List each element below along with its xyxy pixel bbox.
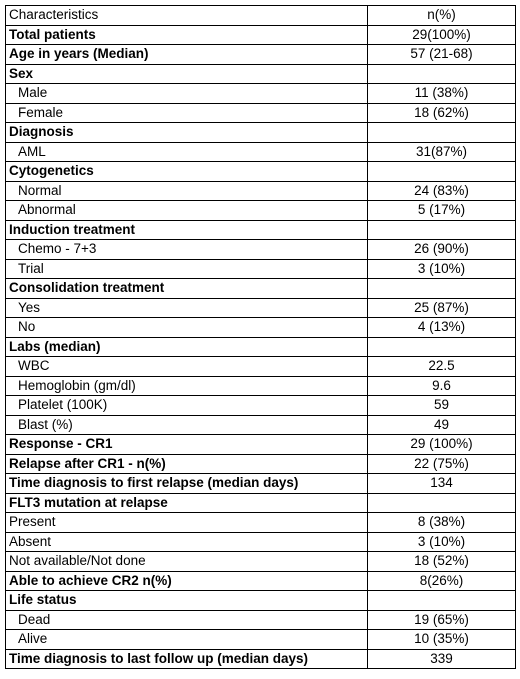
row-value: 3 (10%) xyxy=(368,259,516,279)
table-row xyxy=(6,279,516,299)
table-row xyxy=(6,474,516,494)
row-value xyxy=(368,64,516,84)
row-value: 11 (38%) xyxy=(368,84,516,104)
row-value xyxy=(368,220,516,240)
table-row xyxy=(6,181,516,201)
row-label: Time diagnosis to first relapse (median days) xyxy=(6,474,368,494)
table-row xyxy=(6,649,516,669)
row-label: Consolidation treatment xyxy=(6,279,368,299)
row-value: 134 xyxy=(368,474,516,494)
row-label: Age in years (Median) xyxy=(6,45,368,65)
table-row xyxy=(6,142,516,162)
row-label: Chemo - 7+3 xyxy=(6,240,368,260)
row-label: Hemoglobin (gm/dl) xyxy=(6,376,368,396)
row-value: 339 xyxy=(368,649,516,669)
table-row xyxy=(6,435,516,455)
table-row xyxy=(6,337,516,357)
row-value: 18 (62%) xyxy=(368,103,516,123)
row-label: Induction treatment xyxy=(6,220,368,240)
table-row xyxy=(6,552,516,572)
row-label: Dead xyxy=(6,610,368,630)
row-value xyxy=(368,162,516,182)
table-row xyxy=(6,376,516,396)
row-value: 8 (38%) xyxy=(368,513,516,533)
characteristics-table-container xyxy=(5,5,515,669)
row-value: 18 (52%) xyxy=(368,552,516,572)
row-label: Female xyxy=(6,103,368,123)
row-value: 31(87%) xyxy=(368,142,516,162)
row-label: WBC xyxy=(6,357,368,377)
table-row xyxy=(6,493,516,513)
table-row xyxy=(6,591,516,611)
row-label: Response - CR1 xyxy=(6,435,368,455)
row-value: 29(100%) xyxy=(368,25,516,45)
table-row xyxy=(6,357,516,377)
table-row xyxy=(6,454,516,474)
row-label: Normal xyxy=(6,181,368,201)
row-value: 22 (75%) xyxy=(368,454,516,474)
row-label: Alive xyxy=(6,630,368,650)
table-row xyxy=(6,630,516,650)
row-label: No xyxy=(6,318,368,338)
row-label: AML xyxy=(6,142,368,162)
row-value xyxy=(368,123,516,143)
row-label: FLT3 mutation at relapse xyxy=(6,493,368,513)
row-label: Diagnosis xyxy=(6,123,368,143)
row-label: Yes xyxy=(6,298,368,318)
row-value: 26 (90%) xyxy=(368,240,516,260)
table-row xyxy=(6,25,516,45)
row-label: Cytogenetics xyxy=(6,162,368,182)
table-header-row xyxy=(6,6,516,26)
row-label: Sex xyxy=(6,64,368,84)
row-label: Platelet (100K) xyxy=(6,396,368,416)
table-row xyxy=(6,532,516,552)
table-row xyxy=(6,162,516,182)
row-label: Life status xyxy=(6,591,368,611)
table-row xyxy=(6,84,516,104)
row-label: Abnormal xyxy=(6,201,368,221)
table-body xyxy=(6,25,516,669)
table-row xyxy=(6,259,516,279)
row-value: 24 (83%) xyxy=(368,181,516,201)
row-value: 25 (87%) xyxy=(368,298,516,318)
row-value: 57 (21-68) xyxy=(368,45,516,65)
table-row xyxy=(6,415,516,435)
table-row xyxy=(6,298,516,318)
row-value: 49 xyxy=(368,415,516,435)
table-row xyxy=(6,45,516,65)
row-value: 9.6 xyxy=(368,376,516,396)
table-row xyxy=(6,571,516,591)
table-row xyxy=(6,201,516,221)
table-row xyxy=(6,513,516,533)
table-row xyxy=(6,396,516,416)
table-row xyxy=(6,240,516,260)
row-value: 3 (10%) xyxy=(368,532,516,552)
row-value: 59 xyxy=(368,396,516,416)
row-label: Time diagnosis to last follow up (median days) xyxy=(6,649,368,669)
row-value: 22.5 xyxy=(368,357,516,377)
row-label: Labs (median) xyxy=(6,337,368,357)
header-characteristics: Characteristics xyxy=(6,6,368,26)
row-label: Total patients xyxy=(6,25,368,45)
row-label: Not available/Not done xyxy=(6,552,368,572)
row-value: 10 (35%) xyxy=(368,630,516,650)
row-label: Blast (%) xyxy=(6,415,368,435)
row-value xyxy=(368,591,516,611)
row-value xyxy=(368,493,516,513)
row-value: 29 (100%) xyxy=(368,435,516,455)
table-row xyxy=(6,123,516,143)
row-label: Present xyxy=(6,513,368,533)
row-value: 4 (13%) xyxy=(368,318,516,338)
header-n-percent: n(%) xyxy=(368,6,516,26)
characteristics-table xyxy=(5,5,516,669)
row-value xyxy=(368,337,516,357)
table-row xyxy=(6,64,516,84)
row-label: Male xyxy=(6,84,368,104)
row-label: Absent xyxy=(6,532,368,552)
table-row xyxy=(6,610,516,630)
row-label: Relapse after CR1 - n(%) xyxy=(6,454,368,474)
table-row xyxy=(6,220,516,240)
table-row xyxy=(6,103,516,123)
row-value: 19 (65%) xyxy=(368,610,516,630)
row-label: Able to achieve CR2 n(%) xyxy=(6,571,368,591)
row-value: 8(26%) xyxy=(368,571,516,591)
row-label: Trial xyxy=(6,259,368,279)
row-value xyxy=(368,279,516,299)
row-value: 5 (17%) xyxy=(368,201,516,221)
table-row xyxy=(6,318,516,338)
